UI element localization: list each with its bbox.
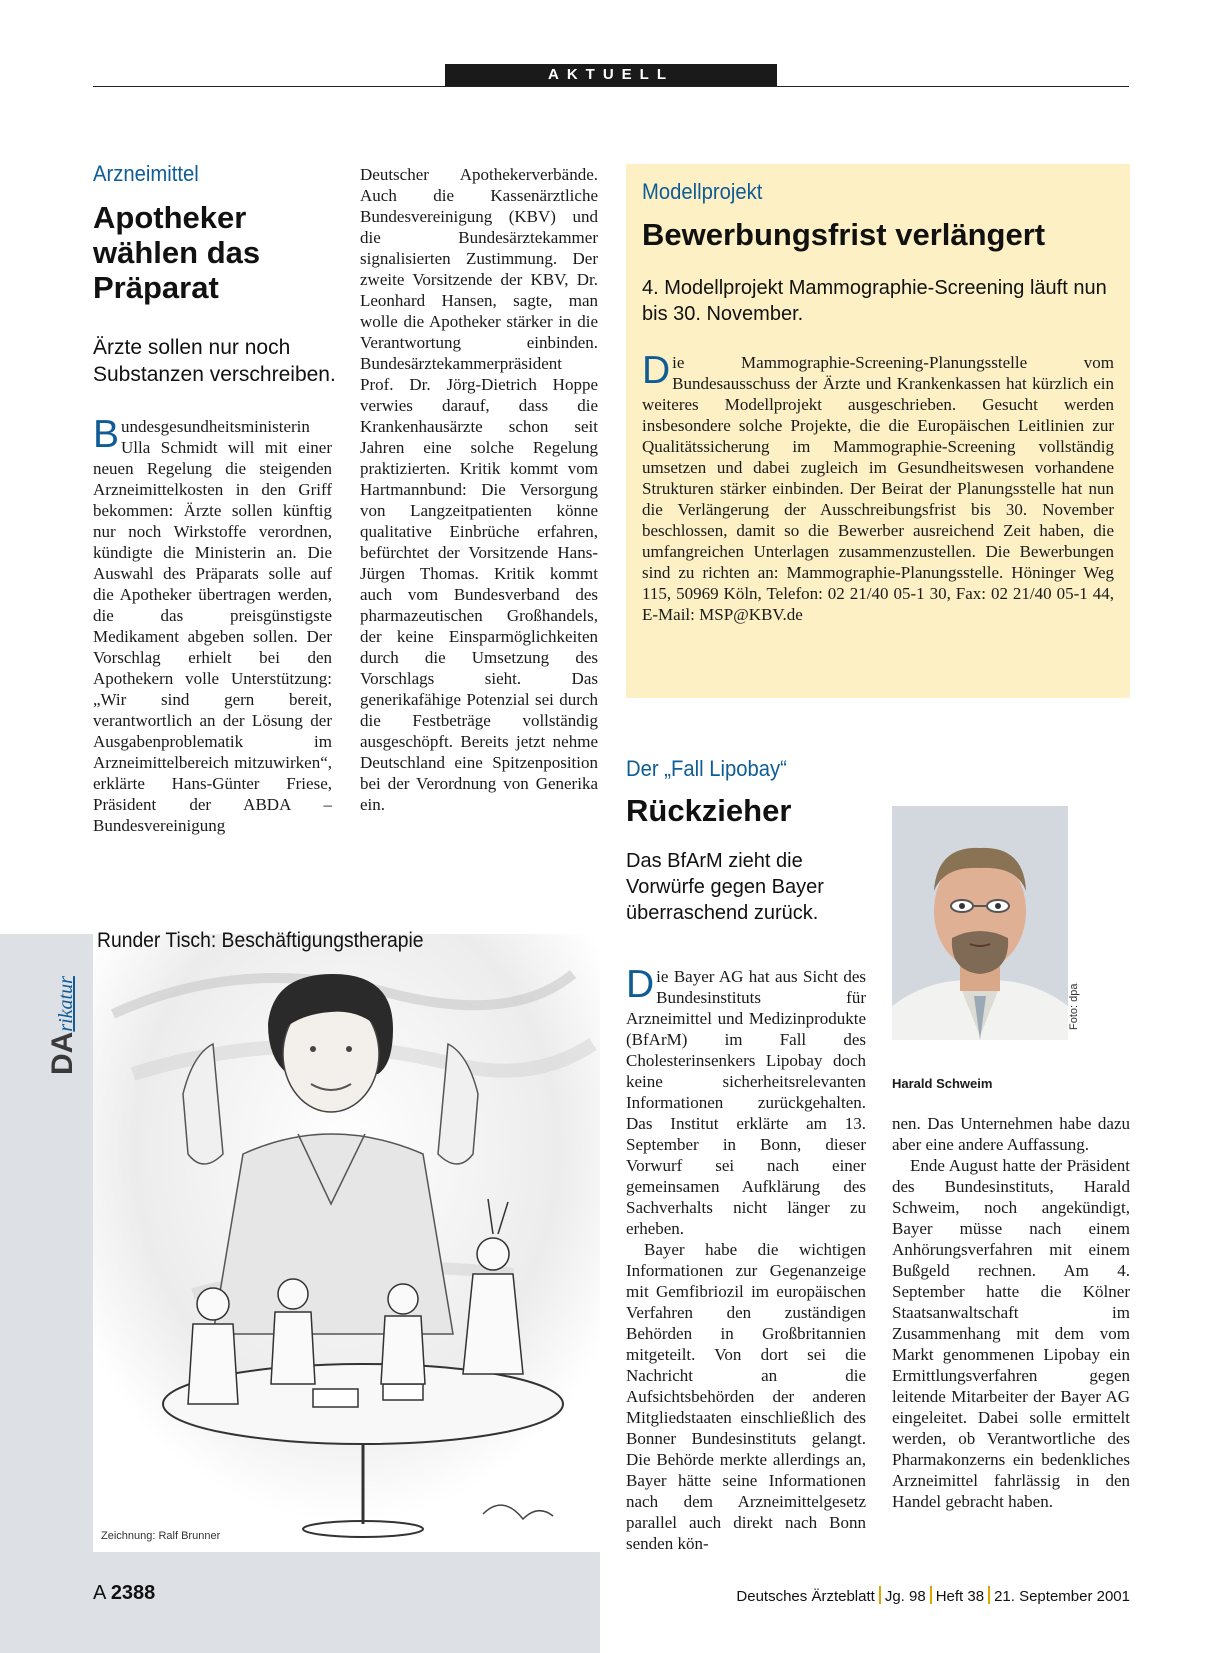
section-label: AKTUELL bbox=[445, 64, 777, 86]
journal-volume: Jg. 98 bbox=[884, 1588, 926, 1605]
article2-text: ie Mammographie-Screening-Planungsstelle vom Bundesausschuss der Ärzte und Krankenkassen hat kürzlich ein weiteres Modellprojekt ausgeschrieben. Gesucht werden insbesondere solche Projekte, die die Europäischen Leitlinien zur Qualitätssicherung im Mammographie-Screening vollständig umsetzen und dabei zugleich im Gesundheitswesen vorhandene Strukturen stärker einbinden. Der Beirat der Planungsstelle hat nun die Verlängerung der Ausschreibungsfrist bis 30. November beschlossen, damit so die Bewerber ausreichend Zeit haben, die umfangreichen Unterlagen zusammenzustellen. Die Bewerbungen sind zu richten an: Mammographie-Planungsstelle. Höninger Weg 115, 50969 Köln, Telefon: 02 21/40 05-1 30, Fax: 02 21/40 05-1 44, E-Mail: MSP@KBV.de bbox=[642, 353, 1114, 624]
photo-credit: Foto: dpa bbox=[1068, 983, 1080, 1030]
article3-paragraph-1 bbox=[626, 963, 866, 1239]
article3-column-1 bbox=[626, 963, 866, 1554]
page-prefix: A bbox=[93, 1582, 106, 1604]
article2-body bbox=[642, 349, 1114, 625]
article3-title: Rückzieher bbox=[626, 793, 792, 828]
article2-box bbox=[626, 164, 1130, 698]
article3-paragraph-3: nen. Das Unternehmen habe dazu aber eine andere Auffassung. bbox=[892, 1114, 1130, 1154]
photo-caption: Harald Schweim bbox=[892, 1076, 993, 1091]
darikatur-logo bbox=[46, 976, 80, 1075]
article3-kicker: Der „Fall Lipobay“ bbox=[626, 756, 787, 781]
article3-text-1: ie Bayer AG hat aus Sicht des Bundesinstituts für Arzneimittel und Medizinprodukte (BfArM) im Fall des Cholesterinsenkers Lipobay doch keine sicherheitsrelevanten Informationen zurückgehalten. Das Institut erklärte am 13. September in Bonn, dieser Vorwurf sei nach einer gemeinsamen Aufklärung des Sachverhalts nicht länger zu erheben. bbox=[626, 967, 866, 1238]
portrait-illustration bbox=[892, 806, 1068, 1040]
article3-subtitle: Das BfArM zieht die Vorwürfe gegen Bayer überraschend zurück. bbox=[626, 850, 824, 924]
portrait-photo bbox=[892, 806, 1068, 1040]
article2-kicker: Modellprojekt bbox=[642, 179, 763, 204]
page-number-value: 2388 bbox=[110, 1582, 156, 1604]
article3-column-2 bbox=[892, 1113, 1130, 1512]
footer-separator bbox=[988, 1586, 990, 1604]
journal-issue: Heft 38 bbox=[935, 1588, 985, 1605]
cartoon-credit: Zeichnung: Ralf Brunner bbox=[101, 1530, 221, 1542]
cartoon-illustration bbox=[93, 934, 600, 1552]
article2-title: Bewerbungsfrist verlängert bbox=[642, 217, 1046, 252]
article1-subtitle: Ärzte sollen nur noch Substanzen verschreiben. bbox=[93, 336, 336, 387]
header-rule bbox=[93, 86, 1129, 87]
cartoon-title: Runder Tisch: Beschäftigungstherapie bbox=[97, 929, 424, 952]
journal-date: 21. September 2001 bbox=[994, 1588, 1130, 1605]
page-number bbox=[93, 1582, 155, 1605]
article1-column-1 bbox=[93, 413, 332, 836]
article1-title: Apotheker wählen das Präparat bbox=[93, 200, 261, 306]
article3-dropcap: D bbox=[626, 963, 655, 1006]
cartoon-drawing bbox=[93, 934, 600, 1552]
article3-paragraph-2: Bayer habe die wichtigen Informationen zur Gegenanzeige mit Gemfibriozil im europäischen Verfahren den zuständigen Behörden in Großbritannien mitgeteilt. Von dort sei die Nachricht an die Aufsichtsbehörden der anderen Mitgliedstaaten einschließlich des Bonner Bundesinstituts gelangt. Die Behörde merkte allerdings an, Bayer hätte seine Informationen nach dem Arzneimittelgesetz parallel auch direkt nach Bonn senden kön- bbox=[626, 1240, 866, 1553]
footer-citation bbox=[736, 1586, 1130, 1605]
article1-dropcap: B bbox=[93, 413, 120, 456]
article1-kicker: Arzneimittel bbox=[93, 161, 199, 186]
darikatur-logo-da: DA bbox=[46, 1031, 79, 1075]
article3-paragraph-4: Ende August hatte der Präsident des Bundesinstituts, Harald Schweim, noch angekündigt, Bayer müsse nach einem Anhörungsverfahren mit einem Bußgeld rechnen. Am 4. September hatte die Kölner Staatsanwaltschaft im Zusammenhang mit dem vom Markt genommenen Lipobay ein Ermittlungsverfahren gegen leitende Mitarbeiter der Bayer AG eingeleitet. Dabei solle ermittelt werden, ob Verantwortliche des Pharmakonzerns ein bedenkliches Arzneimittel fahrlässig in den Handel gebracht haben. bbox=[892, 1156, 1130, 1511]
article1-column-2: Deutscher Apothekerverbände. Auch die Kassenärztliche Bundesvereinigung (KBV) und die Bundesärztekammer signalisierten Zustimmung. Der zweite Vorsitzende der KBV, Dr. Leonhard Hansen, sagte, man wolle die Apotheker stärker in die Verantwortung einbinden. Bundesärztekammerpräsident Prof. Dr. Jörg-Dietrich Hoppe verwies darauf, dass die Krankenhausärzte schon seit Jahren eine solche Regelung praktizierten. Kritik kommt vom Hartmannbund: Die Versorgung von Langzeitpatienten könne qualitative Einbrüche erfahren, befürchtet der Vorsitzende Hans-Jürgen Thomas. Kritik kommt auch vom Bundesverband des pharmazeutischen Großhandels, der keine Einsparmöglichkeiten durch die Umsetzung des Vorschlags sieht. Das generikafähige Potenzial sei durch die Festbeträge vollständig ausgeschöpft. Bereits jetzt nehme Deutschland eine Spitzenposition bei der Verordnung von Generika ein. bbox=[360, 165, 598, 814]
journal-name: Deutsches Ärzteblatt bbox=[736, 1588, 875, 1605]
article2-dropcap: D bbox=[642, 349, 671, 392]
footer-separator bbox=[879, 1586, 881, 1604]
darikatur-logo-rest: rikatur bbox=[55, 976, 77, 1032]
article1-text-1: undesgesundheitsministerin Ulla Schmidt will mit einer neuen Regelung die steigenden Arzneimittelkosten in den Griff bekommen: Ärzte sollen künftig nur noch Wirkstoffe verordnen, kündigte die Ministerin an. Die Auswahl des Präparats solle auf die Apotheker übertragen werden, die das preisgünstigste Medikament abgeben sollen. Der Vorschlag erhielt bei den Apothekern volle Unterstützung: „Wir sind gern bereit, verantwortlich an der Lösung der Ausgabenproblematik im Arzneimittelbereich mitzuwirken“, erklärte Hans-Günter Friese, Präsident der ABDA – Bundesvereinigung bbox=[93, 417, 332, 835]
article2-subtitle: 4. Modellprojekt Mammographie-Screening läuft nun bis 30. November. bbox=[642, 277, 1107, 325]
footer-separator bbox=[930, 1586, 932, 1604]
